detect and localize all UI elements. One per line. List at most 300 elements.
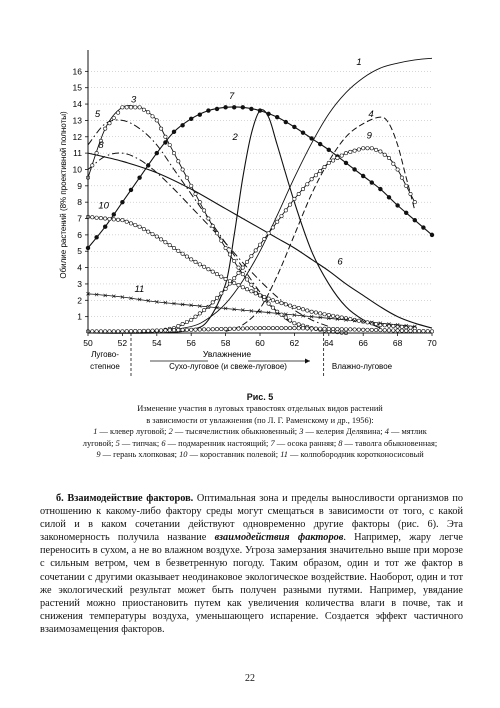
series-10-point	[194, 260, 197, 263]
legend-entry	[280, 450, 424, 459]
legend-species: — короставник полевой;	[187, 450, 281, 460]
series-10-point	[207, 268, 210, 271]
series-12-point	[409, 329, 412, 332]
series-12-point	[413, 329, 416, 332]
series-10-point	[112, 218, 115, 221]
series-7-point	[241, 105, 245, 109]
series-12-point	[202, 328, 205, 331]
series-3-point	[172, 151, 175, 154]
series-2-line	[88, 110, 380, 334]
series-9-point	[319, 169, 322, 172]
series-7-point	[146, 163, 150, 167]
series-10-point	[129, 222, 132, 225]
series-10-point	[349, 317, 352, 320]
series-12-point	[237, 327, 240, 330]
series-9-point	[293, 197, 296, 200]
series-10-point	[387, 324, 390, 327]
series-3-point	[224, 246, 227, 249]
series-10-point	[147, 230, 150, 233]
series-7-point	[292, 125, 296, 129]
series-3-point	[237, 266, 240, 269]
series-12-point	[293, 326, 296, 329]
series-3-point	[108, 122, 111, 125]
legend-number: 1	[93, 427, 98, 437]
series-9-point	[233, 277, 236, 280]
series-3-point	[164, 135, 167, 138]
series-9-point	[280, 214, 283, 217]
series-5-label: 5	[94, 109, 101, 121]
series-9-point	[215, 296, 218, 299]
series-7-point	[284, 120, 288, 124]
series-3-point	[125, 106, 128, 109]
x-tick-label: 60	[255, 338, 265, 348]
series-4-label: 4	[368, 109, 374, 121]
series-10-point	[245, 288, 248, 291]
series-10-point	[327, 313, 330, 316]
zone-label-wet-meadow: Влажно-луговое	[331, 362, 393, 371]
series-7-point	[387, 195, 391, 199]
series-10-point	[168, 243, 171, 246]
series-7-point	[232, 105, 236, 109]
series-7-point	[112, 212, 116, 216]
series-3-point	[250, 283, 253, 286]
legend-number: 3	[299, 427, 304, 437]
series-3-point	[104, 127, 107, 130]
series-9-point	[340, 154, 343, 157]
x-tick-label: 68	[392, 338, 403, 348]
series-12-point	[134, 329, 137, 332]
series-9-point	[379, 150, 382, 153]
series-9-point	[288, 203, 291, 206]
x-tick-label: 70	[427, 338, 437, 348]
series-12-point	[233, 327, 236, 330]
series-3-point	[177, 160, 180, 163]
series-9-point	[314, 173, 317, 176]
series-9-point	[267, 232, 270, 235]
y-tick-label: 16	[72, 66, 82, 77]
series-12-point	[271, 326, 274, 329]
series-9-point	[202, 308, 205, 311]
series-12-point	[138, 329, 141, 332]
series-10-point	[310, 310, 313, 313]
series-10-point	[400, 325, 403, 328]
series-10-point	[99, 216, 102, 219]
series-9-point	[357, 148, 360, 151]
series-10-point	[383, 324, 386, 327]
series-12-point	[301, 327, 304, 330]
series-10-point	[108, 217, 111, 220]
series-7-point	[163, 140, 167, 144]
series-9-point	[310, 178, 313, 181]
series-9-point	[211, 301, 214, 304]
y-tick-label: 12	[72, 131, 82, 142]
series-3-point	[241, 272, 244, 275]
series-9-point	[177, 324, 180, 327]
series-5-line	[88, 120, 312, 331]
y-tick-label: 14	[72, 99, 82, 110]
series-3-point	[297, 323, 300, 326]
legend-species: — келерия Делявина;	[303, 427, 385, 437]
legend-number: 10	[179, 450, 188, 460]
series-12-point	[207, 328, 210, 331]
series-12-point	[215, 327, 218, 330]
series-12-point	[357, 328, 360, 331]
series-10-point	[91, 216, 94, 219]
series-12-point	[258, 326, 261, 329]
series-12-point	[168, 329, 171, 332]
series-12-point	[228, 327, 231, 330]
series-3-point	[147, 111, 150, 114]
series-12-point	[198, 328, 201, 331]
series-12-point	[366, 328, 369, 331]
series-7-point	[206, 108, 210, 112]
series-12-point	[370, 328, 373, 331]
series-12-point	[164, 329, 167, 332]
legend-entry	[169, 427, 300, 436]
zone-label-meadow-steppe-1: Лугово-	[91, 350, 119, 359]
series-7-point	[120, 200, 124, 204]
series-10-point	[280, 301, 283, 304]
y-tick-label: 3	[77, 278, 82, 289]
figure-caption	[80, 392, 440, 460]
caption-legend	[80, 426, 440, 460]
legend-entry	[179, 450, 280, 459]
series-8-label: 8	[98, 140, 104, 152]
series-3-point	[181, 168, 184, 171]
x-tick-label: 62	[289, 338, 300, 348]
series-7-point	[198, 112, 202, 116]
legend-entry	[270, 439, 338, 448]
series-9-point	[396, 168, 399, 171]
series-12-point	[340, 328, 343, 331]
series-3-point	[215, 232, 218, 235]
series-9-point	[181, 322, 184, 325]
series-9-point	[263, 237, 266, 240]
series-12-point	[250, 327, 253, 330]
series-1-label: 1	[356, 56, 362, 68]
series-12-point	[224, 327, 227, 330]
series-3-point	[293, 321, 296, 324]
series-10-point	[233, 281, 236, 284]
series-10-point	[138, 225, 141, 228]
series-7-point	[94, 235, 98, 239]
series-9-point	[344, 151, 347, 154]
series-9-point	[387, 156, 390, 159]
series-10-point	[228, 279, 231, 282]
series-12-point	[284, 326, 287, 329]
paragraph-part-2: . Например, жару легче переносить в сухом, а не во влажном воздухе. Угроза замерзания значительно выше при морозе с сильным ветром, чем в безветренную погоду. Таким образом, один и тот же фактор в сочетании с другими оказывает неодинаковое экологическое воздействие. Наоборот, один и тот же экологический результат может быть получен разными путями. Например, увядание растений можно приостановить путем как увеличения количества влаги в почве, так и снижения температуры воздуха, уменьшающего испарение. Создается эффект частичного взаимозамещения факторов.	[40, 532, 463, 635]
y-axis-label: Обилие растений (8% проективной полноты)	[59, 111, 68, 279]
legend-entry	[96, 450, 179, 459]
series-12-point	[349, 328, 352, 331]
series-3-point	[168, 143, 171, 146]
arrow-head	[305, 359, 310, 364]
x-tick-label: 54	[152, 338, 162, 348]
series-3-point	[151, 115, 154, 118]
series-3-point	[95, 151, 98, 154]
series-7-point	[155, 151, 159, 155]
series-3-point	[121, 106, 124, 109]
series-3-point	[207, 217, 210, 220]
series-12-point	[267, 326, 270, 329]
section-text	[40, 492, 463, 636]
series-7-point	[318, 142, 322, 146]
series-12-point	[319, 327, 322, 330]
series-7-point	[172, 130, 176, 134]
series-7-point	[301, 130, 305, 134]
key-term: взаимодействия факторов	[214, 532, 344, 544]
series-12-point	[426, 330, 429, 333]
series-9-point	[353, 149, 356, 152]
series-7-point	[275, 115, 279, 119]
series-12-point	[211, 328, 214, 331]
series-10-point	[215, 272, 218, 275]
legend-number: 4	[384, 427, 389, 437]
series-12-point	[263, 326, 266, 329]
series-9-point	[284, 209, 287, 212]
series-9-point	[245, 260, 248, 263]
series-7-point	[189, 117, 193, 121]
series-12-point	[392, 329, 395, 332]
legend-entry	[161, 439, 270, 448]
series-9-point	[190, 318, 193, 321]
series-7-point	[103, 225, 107, 229]
series-10-point	[314, 311, 317, 314]
series-10-point	[319, 312, 322, 315]
series-7-point	[309, 136, 313, 140]
series-10-point	[134, 223, 137, 226]
series-12-point	[151, 329, 154, 332]
series-7-point	[413, 218, 417, 222]
series-10-point	[357, 319, 360, 322]
series-9-point	[409, 192, 412, 195]
series-9-point	[241, 266, 244, 269]
series-9-point	[224, 287, 227, 290]
series-12-point	[344, 328, 347, 331]
series-3-point	[116, 111, 119, 114]
series-9-point	[413, 200, 416, 203]
x-tick-label: 58	[220, 338, 231, 348]
legend-species: — тысячелистник обыкновенный;	[172, 427, 300, 437]
series-6-label: 6	[337, 256, 343, 268]
section-heading: б. Взаимодействие факторов.	[56, 493, 194, 504]
series-10-point	[172, 246, 175, 249]
series-7-point	[223, 105, 227, 109]
series-12-point	[422, 329, 425, 332]
y-tick-label: 8	[77, 197, 82, 208]
series-3-point	[271, 306, 274, 309]
series-7-point	[430, 233, 434, 237]
series-12-point	[280, 326, 283, 329]
series-12-point	[362, 328, 365, 331]
series-10-point	[250, 290, 253, 293]
series-10-point	[331, 314, 334, 317]
series-10-point	[185, 255, 188, 258]
series-12-point	[400, 329, 403, 332]
series-12-point	[310, 327, 313, 330]
legend-entry	[338, 439, 437, 448]
figure-number: Рис. 5	[246, 392, 274, 402]
y-tick-label: 15	[72, 82, 82, 93]
series-12-point	[245, 327, 248, 330]
legend-entry	[299, 427, 384, 436]
series-10-point	[155, 235, 158, 238]
series-3-point	[280, 313, 283, 316]
series-10-point	[254, 292, 257, 295]
series-12-point	[129, 329, 132, 332]
x-axis-label: Увлажнение	[202, 349, 252, 359]
paragraph-part-1: Оптимальная зона и пределы выносливости организмов по отношению к какому-либо фактору среды могут смещаться в зависимости от того, с какой силой и в каком сочетании действуют одновременно другие факторы (рис. 6). Эта закономерность получила название	[40, 493, 464, 544]
y-tick-label: 4	[77, 262, 82, 273]
y-tick-label: 6	[77, 229, 82, 240]
legend-species: — герань хлопковая;	[100, 450, 180, 460]
legend-number: 8	[338, 438, 343, 448]
series-12-point	[417, 329, 420, 332]
series-7-point	[404, 211, 408, 215]
zone-label-dry-meadow: Сухо-луговое (и свеже-луговое)	[169, 362, 287, 371]
series-12-point	[288, 326, 291, 329]
series-9-point	[185, 320, 188, 323]
x-tick-label: 56	[186, 338, 196, 348]
series-9-point	[392, 162, 395, 165]
x-tick-label: 52	[117, 338, 128, 348]
series-12-point	[220, 327, 223, 330]
legend-species: — клевер луговой;	[97, 427, 169, 437]
series-3-point	[245, 278, 248, 281]
series-10-point	[125, 220, 128, 223]
series-7-point	[378, 187, 382, 191]
series-9-point	[349, 150, 352, 153]
series-3-point	[194, 192, 197, 195]
series-10-point	[198, 263, 201, 266]
series-3-point	[267, 302, 270, 305]
series-10-point	[151, 232, 154, 235]
legend-number: 5	[115, 438, 120, 448]
series-9-point	[250, 254, 253, 257]
series-12-point	[331, 327, 334, 330]
series-10-point	[211, 270, 214, 273]
legend-species: — колпобородник коротконосисовый	[287, 450, 424, 460]
series-12-point	[353, 328, 356, 331]
series-7-point	[370, 180, 374, 184]
series-12-point	[306, 327, 309, 330]
series-12-point	[177, 328, 180, 331]
series-9-point	[237, 271, 240, 274]
y-tick-label: 11	[73, 148, 82, 159]
series-9-point	[254, 249, 257, 252]
legend-species: — осока ранняя;	[274, 438, 339, 448]
series-10-point	[95, 216, 98, 219]
series-10-point	[142, 227, 145, 230]
series-10-point	[271, 299, 274, 302]
series-10-point	[276, 300, 279, 303]
series-7-point	[215, 107, 219, 111]
series-7-point	[352, 167, 356, 171]
series-9-point	[405, 184, 408, 187]
series-12-point	[142, 329, 145, 332]
series-10-point	[104, 217, 107, 220]
series-12-point	[276, 326, 279, 329]
series-10-point	[374, 322, 377, 325]
series-12-point	[396, 329, 399, 332]
series-3-point	[276, 310, 279, 313]
series-12-point	[190, 328, 193, 331]
series-12-point	[405, 329, 408, 332]
series-10-line	[88, 217, 415, 328]
series-10-point	[344, 317, 347, 320]
series-3-point	[190, 184, 193, 187]
series-10-point	[224, 277, 227, 280]
series-12-point	[194, 328, 197, 331]
series-10-point	[301, 308, 304, 311]
series-10-point	[297, 306, 300, 309]
series-9-point	[383, 153, 386, 156]
series-10-point	[405, 326, 408, 329]
series-12-point	[336, 327, 339, 330]
series-3-point	[233, 259, 236, 262]
series-7-point	[180, 123, 184, 127]
series-3-point	[112, 116, 115, 119]
series-12-point	[323, 327, 326, 330]
series-10-point	[116, 218, 119, 221]
series-12-point	[297, 326, 300, 329]
legend-number: 9	[96, 450, 101, 460]
series-7-point	[361, 174, 365, 178]
series-9-point	[220, 292, 223, 295]
series-3-point	[155, 119, 158, 122]
series-3-point	[129, 106, 132, 109]
series-9-point	[366, 147, 369, 150]
y-tick-label: 5	[77, 246, 82, 257]
legend-number: 11	[280, 450, 288, 460]
series-2-label: 2	[232, 132, 238, 144]
y-tick-label: 1	[77, 311, 82, 322]
series-7-point	[344, 161, 348, 165]
series-10-point	[284, 303, 287, 306]
series-9-point	[194, 315, 197, 318]
series-7-label: 7	[229, 91, 235, 103]
series-9-point	[327, 161, 330, 164]
series-10-point	[202, 265, 205, 268]
x-tick-label: 50	[83, 338, 93, 348]
legend-species: — подмаренник настоящий;	[165, 438, 271, 448]
zone-label-meadow-steppe-2: степное	[90, 362, 120, 371]
series-10-point	[220, 275, 223, 278]
series-10-point	[306, 309, 309, 312]
series-10-point	[241, 286, 244, 289]
series-12-point	[383, 329, 386, 332]
y-tick-label: 10	[72, 164, 82, 175]
series-9-point	[362, 147, 365, 150]
series-11-label: 11	[134, 284, 145, 296]
series-9-point	[198, 312, 201, 315]
series-9-point	[276, 220, 279, 223]
legend-species: — таволга обыкновенная;	[342, 438, 438, 448]
series-9-point	[271, 226, 274, 229]
series-12-point	[254, 326, 257, 329]
series-10-point	[293, 305, 296, 308]
caption-title-1: Изменение участия в луговых травостоях отдельных видов растений	[137, 404, 383, 414]
series-10-point	[121, 218, 124, 221]
series-10-point	[323, 312, 326, 315]
series-10-point	[379, 323, 382, 326]
series-12-point	[374, 328, 377, 331]
series-3-point	[198, 200, 201, 203]
series-3-point	[211, 224, 214, 227]
y-tick-label: 13	[72, 115, 82, 126]
paragraph	[40, 492, 463, 636]
series-3-label: 3	[131, 94, 137, 106]
